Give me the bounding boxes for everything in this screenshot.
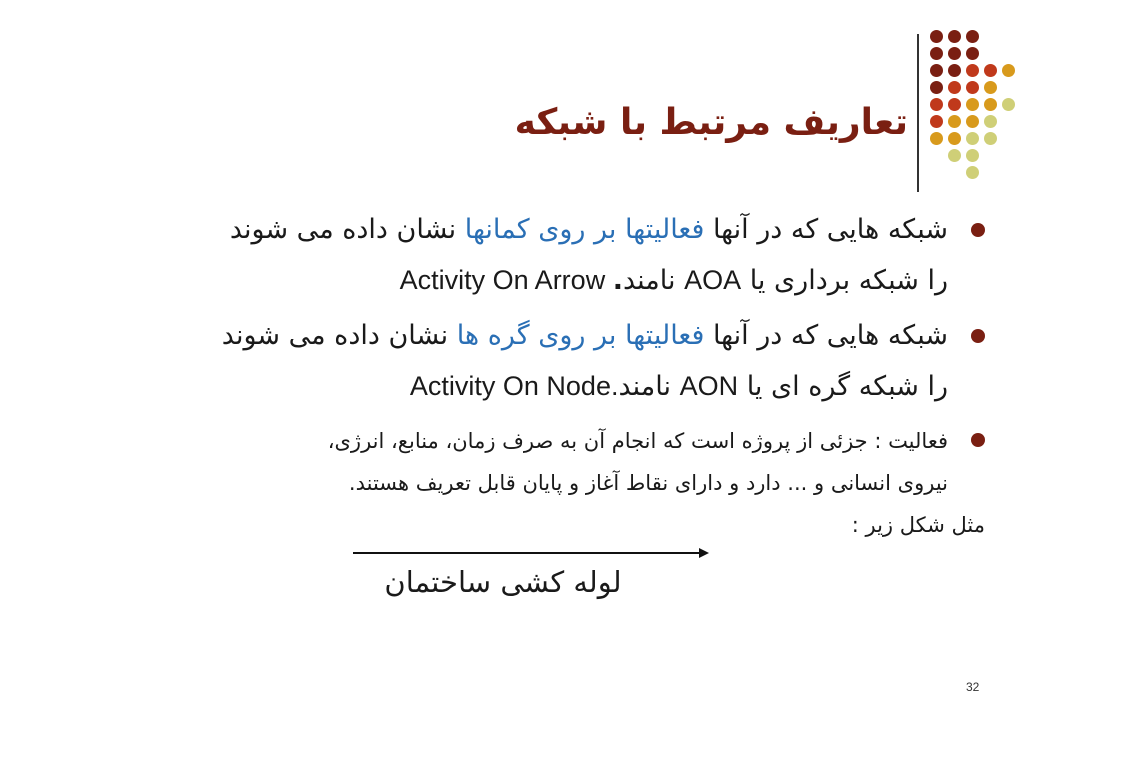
title-divider-line xyxy=(917,34,919,192)
slide-title: تعاریف مرتبط با شبکه xyxy=(514,102,908,143)
decorative-dot xyxy=(966,132,979,145)
decorative-dot xyxy=(1002,64,1015,77)
decorative-dot xyxy=(930,64,943,77)
page-number: 32 xyxy=(966,680,980,694)
decorative-dot xyxy=(930,115,943,128)
decorative-dot xyxy=(930,81,943,94)
decorative-dot xyxy=(966,64,979,77)
decorative-dot xyxy=(966,30,979,43)
decorative-dot xyxy=(948,47,961,60)
decorative-dot xyxy=(966,98,979,111)
highlighted-term: فعالیتها بر روی کمانها xyxy=(464,214,705,245)
bullet-line xyxy=(155,255,948,306)
decorative-dot xyxy=(984,132,997,145)
decorative-dot xyxy=(948,81,961,94)
bullet-line: نیروی انسانی و ... دارد و دارای نقاط آغاز و پایان قابل تعریف هستند. xyxy=(348,471,948,495)
arrow-right-icon xyxy=(353,546,713,560)
arrow-head xyxy=(699,548,709,558)
example-label: مثل شکل زیر : xyxy=(851,513,985,537)
decorative-dot xyxy=(1002,98,1015,111)
abbreviation: AON xyxy=(679,371,739,401)
decorative-dot xyxy=(966,149,979,162)
activity-label: لوله کشی ساختمان xyxy=(384,565,622,599)
decorative-dot xyxy=(948,149,961,162)
decorative-dot xyxy=(984,98,997,111)
text-segment: را شبکه گره ای یا xyxy=(738,371,948,402)
bullet-icon xyxy=(971,223,985,237)
bullet-line xyxy=(155,361,948,412)
english-term: Activity On Arrow xyxy=(399,265,613,295)
text-segment: نامند xyxy=(622,265,685,296)
decorative-dot xyxy=(966,81,979,94)
bullet-line xyxy=(155,205,948,255)
decorative-dot xyxy=(984,115,997,128)
bullet-line: فعالیت : جزئی از پروژه است که انجام آن به صرف زمان، منابع، انرژی، xyxy=(327,429,948,453)
bullet-aoa xyxy=(155,205,985,306)
text-segment: شبکه هایی که در آنها xyxy=(704,320,948,351)
decorative-dot xyxy=(948,30,961,43)
dot-grid-decoration xyxy=(930,30,1030,170)
decorative-dot xyxy=(948,98,961,111)
decorative-dot xyxy=(984,81,997,94)
arrow-shaft xyxy=(353,552,699,554)
decorative-dot xyxy=(930,132,943,145)
decorative-dot xyxy=(966,166,979,179)
abbreviation: AOA xyxy=(684,265,742,295)
text-segment: شبکه هایی که در آنها xyxy=(704,214,948,245)
bullet-line xyxy=(155,311,948,361)
text-segment: را شبکه برداری یا xyxy=(741,265,948,296)
highlighted-term: فعالیتها بر روی گره ها xyxy=(456,320,705,351)
decorative-dot xyxy=(930,47,943,60)
text-segment: نشان داده می شوند xyxy=(221,320,457,351)
text-segment: نشان داده می شوند xyxy=(229,214,465,245)
decorative-dot xyxy=(966,47,979,60)
bullet-icon xyxy=(971,433,985,447)
text-segment: نامند xyxy=(618,371,680,402)
decorative-dot xyxy=(966,115,979,128)
english-term: .Activity On Node xyxy=(409,371,619,401)
decorative-dot xyxy=(948,64,961,77)
text-segment: . xyxy=(612,265,623,296)
decorative-dot xyxy=(948,132,961,145)
decorative-dot xyxy=(930,98,943,111)
decorative-dot xyxy=(930,30,943,43)
bullet-aon xyxy=(155,311,985,412)
bullet-icon xyxy=(971,329,985,343)
decorative-dot xyxy=(984,64,997,77)
decorative-dot xyxy=(948,115,961,128)
bullet-activity-definition xyxy=(155,420,985,504)
